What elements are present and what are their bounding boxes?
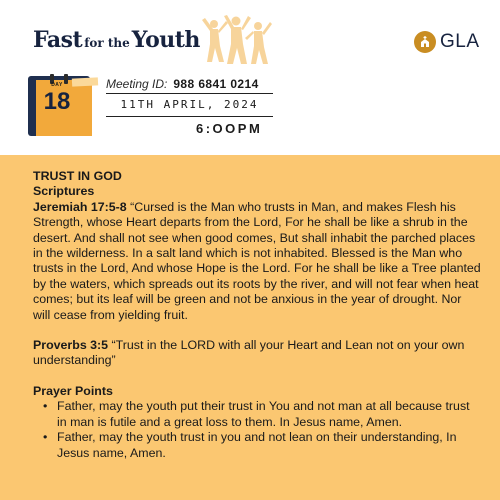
meeting-id-label: Meeting ID: <box>106 77 168 91</box>
scripture-reference: Proverbs 3:5 <box>33 338 109 353</box>
divider <box>106 116 273 117</box>
scripture-text: “Trust in the LORD with all your Heart and Lean not on your own understanding” <box>33 338 465 368</box>
brand-word-for-the: for the <box>84 36 130 50</box>
prayer-point: • Father, may the youth trust in you and not lean on their understanding, In Jesus name, Amen. <box>43 430 482 461</box>
calendar-day-number: 18 <box>43 88 71 115</box>
jumping-people-icon <box>200 14 272 72</box>
meeting-info <box>106 77 259 91</box>
scripture-reference: Jeremiah 17:5-8 <box>33 199 127 214</box>
organization-name: GLA <box>440 31 480 52</box>
brand-title <box>33 27 200 59</box>
brand-word-youth: Youth <box>131 27 200 53</box>
scripture-passage <box>33 200 482 323</box>
prayer-points-heading: Prayer Points <box>33 383 113 398</box>
event-time: 6:OOPM <box>196 121 263 136</box>
scriptures-heading: Scriptures <box>33 184 95 199</box>
prayer-points-list <box>43 399 482 461</box>
devotional-title: TRUST IN GOD <box>33 169 122 183</box>
meeting-id-value[interactable]: 988 6841 0214 <box>173 77 259 91</box>
organization-logo <box>414 31 480 53</box>
devotional-panel <box>0 155 500 500</box>
header <box>0 0 500 155</box>
calendar-day-label: DAY <box>51 82 63 88</box>
church-logo-icon <box>414 31 436 53</box>
scripture-text: “Cursed is the Man who trusts in Man, and makes Flesh his Strength, whose Heart departs from the Lord, For he shall be like a shrub in the desert. And shall not see when good comes, But shall inhabit the parched places in the wilderness. In a salt land which is not inhabited. Blessed is the Man who trusts in the Lord, And whose Hope is the Lord. For he shall be like a Tree planted by the waters, which spreads out its roots by the river, and will not fear when heat comes; but its leaf will be green and not be anxious in the year of drought. Nor will cease from yielding fruit. <box>33 199 481 322</box>
scripture-passage <box>33 338 482 369</box>
brand-word-fast: Fast <box>33 27 83 53</box>
prayer-point: • Father, may the youth put their trust in You and not man at all because trust in man is futile and a great loss to them. In Jesus name, Amen. <box>43 399 482 430</box>
event-date: 11TH APRIL, 2024 <box>120 98 259 111</box>
divider <box>106 93 273 94</box>
